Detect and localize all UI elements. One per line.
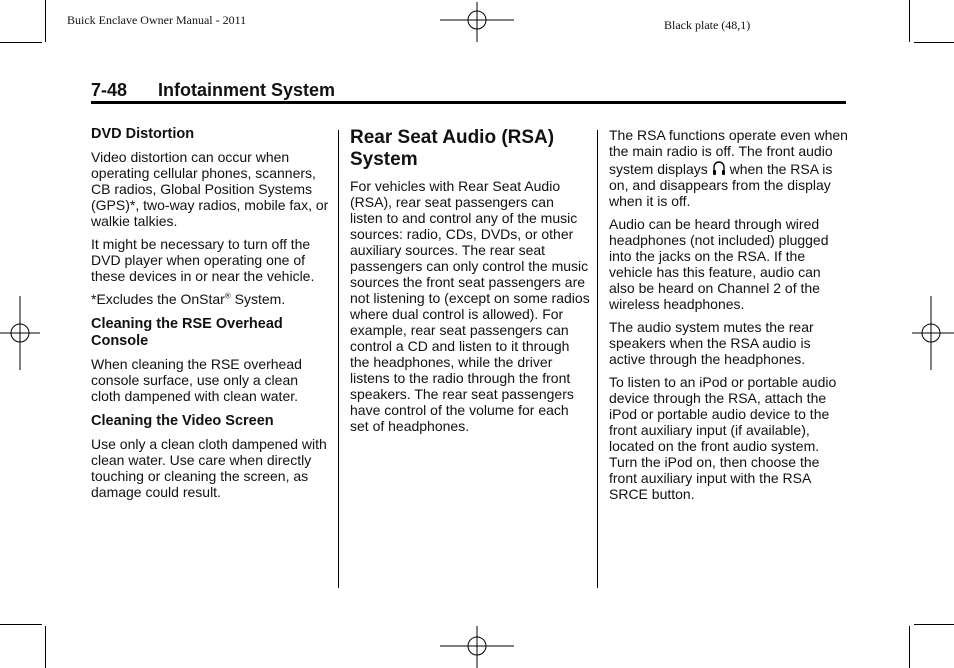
footnote bbox=[91, 291, 331, 307]
footnote-text: *Excludes the OnStar bbox=[91, 291, 225, 307]
crop-mark bbox=[45, 626, 46, 668]
paragraph: To listen to an iPod or portable audio device through the RSA, attach the iPod or portable audio device to the front auxiliary input (if available), located on the front audio system. Turn the iPod on, then choose the front auxiliary input with the RSA SRCE button. bbox=[609, 374, 837, 502]
registration-mark-right-icon bbox=[912, 296, 954, 370]
footnote-text: System. bbox=[230, 291, 286, 307]
registration-mark-left-icon bbox=[0, 296, 40, 370]
paragraph: For vehicles with Rear Seat Audio (RSA), rear seat passengers can listen to and control any of the music sources: radio, CDs, DVDs, or other auxiliary sources. The rear seat passengers can only control the music sources the front seat passengers are not listening to (except on some radios where dual control is allowed). For example, rear seat passengers can control a CD and listen to it through the headphones, while the driver listens to the radio through the front speakers. The rear seat passengers have control of the volume for each set of headphones. bbox=[350, 178, 590, 434]
crop-mark bbox=[0, 42, 42, 43]
section-rule bbox=[91, 101, 846, 104]
crop-mark bbox=[909, 0, 910, 42]
crop-mark bbox=[914, 624, 954, 625]
headphones-icon bbox=[712, 159, 726, 177]
heading-cleaning-video: Cleaning the Video Screen bbox=[91, 413, 274, 429]
paragraph: Video distortion can occur when operating cellular phones, scanners, CB radios, Global Position Systems (GPS)*, two-way radios, mobile fax, or walkie talkies. bbox=[91, 149, 329, 229]
paragraph bbox=[609, 127, 849, 209]
heading-cleaning-rse: Cleaning the RSE Overhead Console bbox=[91, 316, 283, 349]
column-divider bbox=[338, 130, 339, 588]
paragraph: It might be necessary to turn off the DVD player when operating one of these devices in or near the vehicle. bbox=[91, 236, 315, 284]
crop-mark bbox=[0, 624, 42, 625]
registered-mark: ® bbox=[224, 291, 231, 301]
registration-mark-bottom-icon bbox=[440, 626, 514, 668]
heading-rsa: Rear Seat Audio (RSA) System bbox=[350, 127, 555, 170]
column-left bbox=[91, 126, 331, 507]
paragraph: When cleaning the RSE overhead console surface, use only a clean cloth dampened with clean water. bbox=[91, 356, 302, 404]
crop-mark bbox=[909, 626, 910, 668]
page-number: 7-48 bbox=[91, 80, 128, 100]
crop-mark bbox=[45, 0, 46, 42]
paragraph: Audio can be heard through wired headphones (not included) plugged into the jacks on the RSA. If the vehicle has this feature, audio can also be heard on Channel 2 of the wireless headphones. bbox=[609, 216, 829, 312]
registration-mark-top-icon bbox=[440, 2, 514, 42]
manual-title: Buick Enclave Owner Manual - 2011 bbox=[67, 13, 247, 27]
column-divider bbox=[597, 130, 598, 588]
paragraph: Use only a clean cloth dampened with clean water. Use care when directly touching or cleaning the screen, as damage could result. bbox=[91, 436, 327, 500]
section-title: Infotainment System bbox=[158, 80, 336, 100]
heading-dvd-distortion: DVD Distortion bbox=[91, 126, 195, 142]
plate-label: Black plate (48,1) bbox=[664, 18, 751, 32]
paragraph-text: The RSA functions operate even when the main radio is off. The front audio system displays bbox=[609, 127, 848, 177]
paragraph-text: when the RSA is on, and disappears from the display when it is off. bbox=[609, 161, 833, 209]
column-right bbox=[609, 127, 849, 509]
column-middle bbox=[350, 127, 590, 441]
paragraph: The audio system mutes the rear speakers when the RSA audio is active through the headphones. bbox=[609, 319, 814, 367]
crop-mark bbox=[914, 42, 954, 43]
